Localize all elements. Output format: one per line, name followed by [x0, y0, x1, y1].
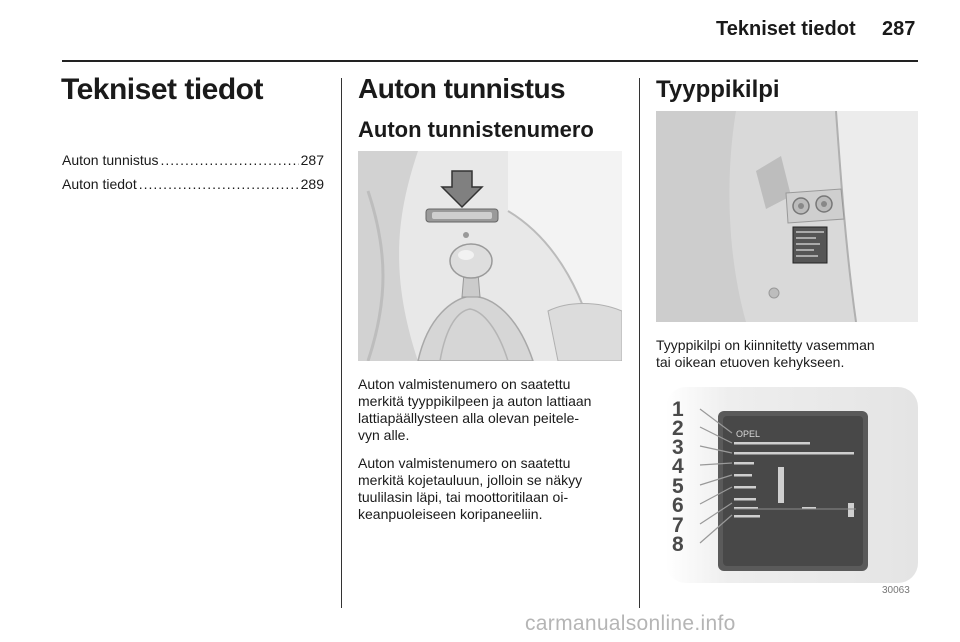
text-line: tai oikean etuoven kehykseen.	[656, 354, 845, 370]
callout-2: 2	[672, 417, 684, 440]
plate-brand: OPEL	[736, 429, 761, 439]
toc-page: 289	[300, 176, 324, 192]
toc-leader	[161, 152, 299, 168]
callout-4: 4	[672, 455, 684, 478]
callout-7: 7	[672, 514, 684, 537]
page-number: 287	[882, 18, 916, 40]
section-title-type-plate: Tyyppikilpi	[656, 76, 780, 103]
toc-entry-auton-tunnistus[interactable]	[62, 152, 324, 168]
type-plate-illustration	[656, 383, 918, 598]
callout-8: 8	[672, 533, 684, 556]
gear-shift-illustration	[358, 151, 622, 361]
text-line: Tyyppikilpi on kiinnitetty vasemman	[656, 337, 875, 353]
text-line: merkitä tyyppikilpeen ja auton lattiaan	[358, 393, 592, 409]
text-line: lattiapäällysteen alla olevan peitele-	[358, 410, 580, 426]
toc-leader	[139, 176, 299, 192]
callout-3: 3	[672, 436, 684, 459]
text-line: vyn alle.	[358, 427, 410, 443]
text-line: keanpuoleiseen koripaneeliin.	[358, 506, 543, 522]
subsection-title: Auton tunnistenumero	[358, 117, 594, 142]
callout-1: 1	[672, 398, 684, 421]
toc-label: Auton tunnistus	[62, 152, 159, 168]
callout-6: 6	[672, 494, 684, 517]
body-paragraph-1	[358, 376, 591, 444]
type-plate-paragraph	[656, 337, 875, 371]
chapter-title: Tekniset tiedot	[61, 73, 263, 106]
text-line: tuulilasin läpi, tai moottoritilaan oi-	[358, 489, 569, 505]
section-title: Auton tunnistus	[358, 73, 566, 104]
header-rule	[62, 60, 918, 62]
figure-code: 30063	[882, 585, 910, 596]
body-paragraph-2	[358, 455, 582, 523]
running-header-title: Tekniset tiedot	[716, 18, 856, 40]
toc-page: 287	[300, 152, 324, 168]
column-divider-left	[341, 78, 342, 608]
toc-entry-auton-tiedot[interactable]	[62, 176, 324, 192]
callout-5: 5	[672, 475, 684, 498]
text-line: merkitä kojetauluun, jolloin se näkyy	[358, 472, 583, 488]
door-frame-illustration	[656, 111, 918, 322]
text-line: Auton valmistenumero on saatettu	[358, 455, 571, 471]
toc-label: Auton tiedot	[62, 176, 137, 192]
text-line: Auton valmistenumero on saatettu	[358, 376, 571, 392]
watermark: carmanualsonline.info	[525, 612, 736, 635]
column-divider-right	[639, 78, 640, 608]
